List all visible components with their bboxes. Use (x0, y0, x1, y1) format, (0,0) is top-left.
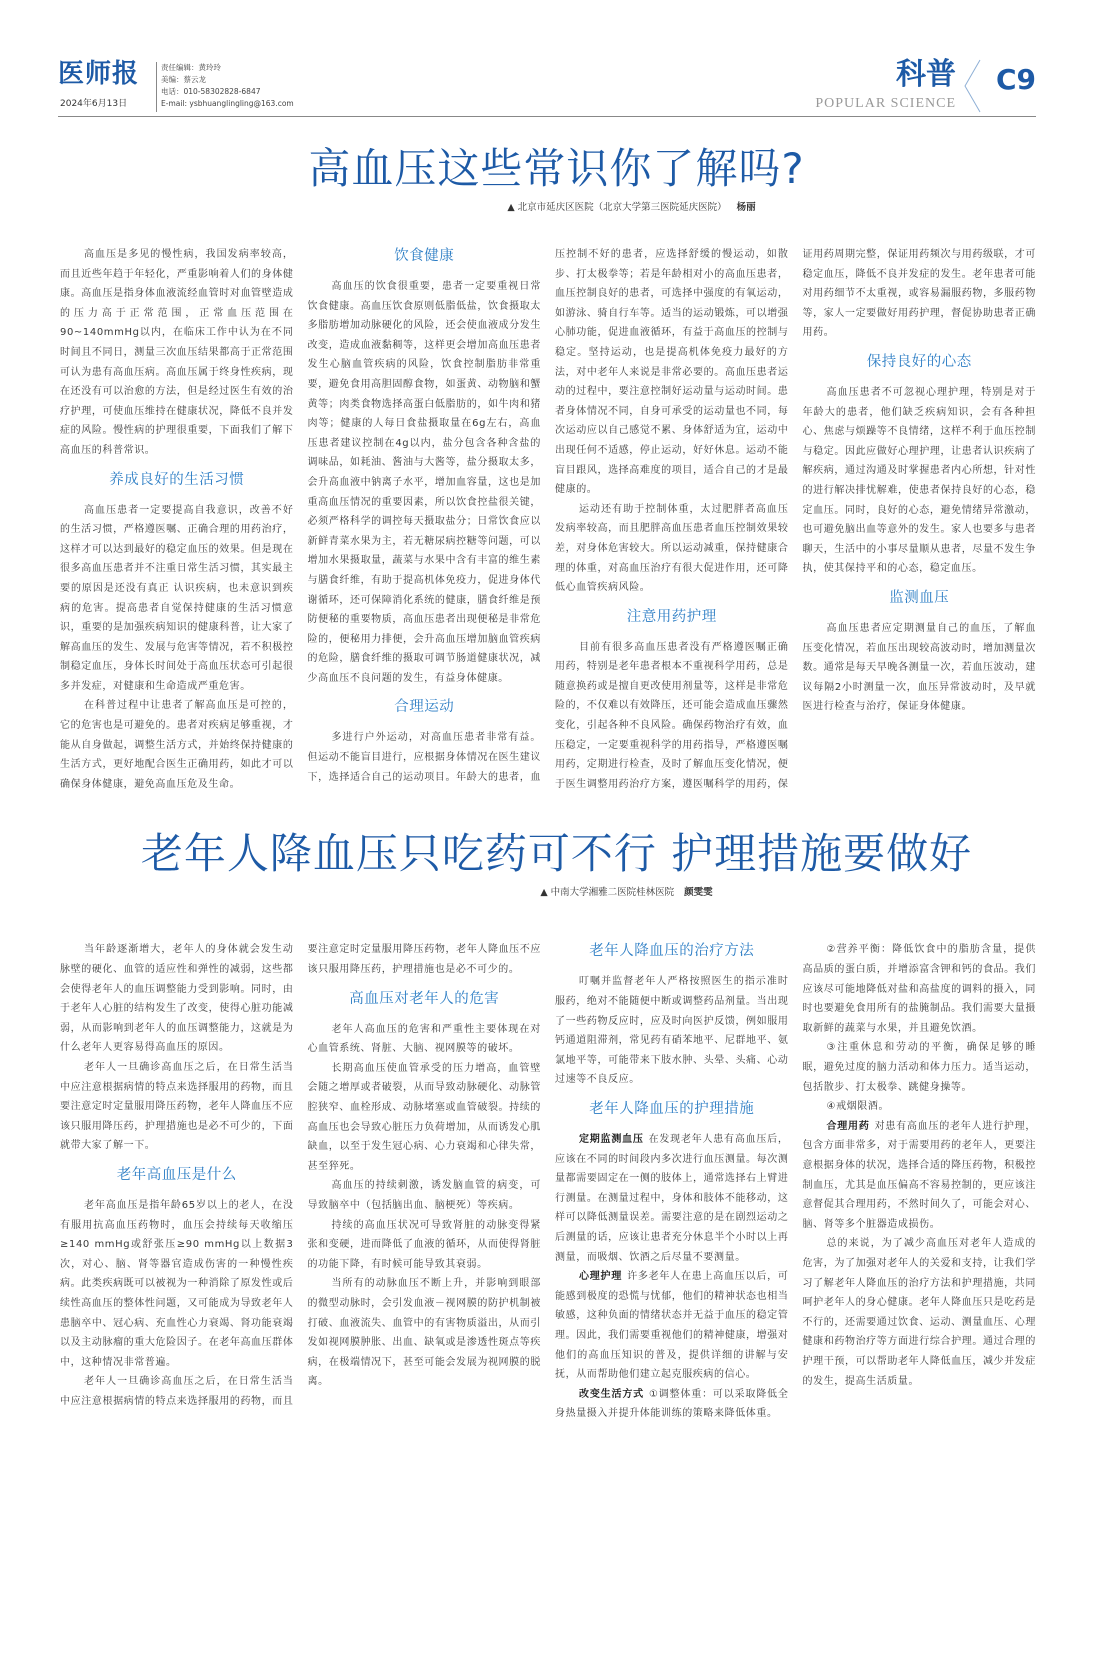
paragraph-text: 对患有高血压的老年人进行护理，包含方面非常多，对于需要用药的老年人，更要注意根据身体的状况，选择合适的降压药物，积极控制血压，尤其是血压偏高不容易控制的，更应该注意督促其合理用药，不然时间久了，可能会对心、脑、肾等多个脏器造成损伤。 (802, 1120, 1036, 1230)
paragraph: 高血压患者应定期测量自己的血压，了解血压变化情况，若血压出现较高波动时，增加测量次数。通常是每天早晚各测量一次，若血压波动，建议每隔2小时测量一次，血压异常波动时，及早就医进行检查与治疗，保证身体健康。 (802, 622, 1036, 713)
paragraph: 老年高血压是指年龄65岁以上的老人，在没有服用抗高血压药物时，血压会持续每天收缩压≥140 mmHg或舒张压≥90 mmHg以上数据3次，对心、脑、肾等器官造成伤害的一种慢性疾病。此类疾病既可以被视为一种消除了原发性或后续性高血压的整体性问题，又可能成为导致老年人患脑卒中、冠心病、充血性心力衰竭、肾功能衰竭以及主动脉瘤的重大危险因子。在老年高血压群体中，这种情况非常普遍。 (60, 1199, 294, 1368)
paragraph (803, 1117, 1037, 1235)
section-heading: 饮食健康 (394, 248, 455, 264)
paragraph-text: ①调整体重：可以采取降低全身热量摄入并提升体能训练的策略来降低体重。 (555, 1388, 789, 1420)
paragraph: 多进行户外运动，对高血压患者非常有益。但运动不能盲目进行，应根据身体情况在医生建议下，选择适合自己的运动项目。年龄大的患者，血压控制不好的患者，应选择舒缓的慢运动，如散步、打太极拳等；若是年龄相对小的高血压患者，血压控制良好的患者，可选择中强度的有氧运动，如游泳、骑自行车等。适当的运动锻炼，可以增强心肺功能，促进血液循环，有益于高血压的控制与稳定。坚持运动，也是提高机体免疫力最好的方法，对中老年人来说是非常必要的。高血压患者运动的过程中，要注意控制好运动量与运动时间。患者身体情况不同，自身可承受的运动量也不同，每次运动应以自己感觉不累、身体舒适为宜，运动中出现任何不适感，停止运动，好好休息。运动不能盲目跟风，选择高难度的项目，适合自己的才是最健康的。 (307, 249, 789, 783)
paragraph-lead: 定期监测血压 (579, 1134, 644, 1145)
paragraph: 长期高血压使血管承受的压力增高，血管壁会随之增厚或者破裂，从而导致动脉硬化、动脉管腔狭窄、血栓形成、动脉堵塞或血管破裂。持续的高血压也会导致心脏压力负荷增加，从而诱发心肌缺血，以至于发生冠心病、心力衰竭和心律失常，甚至猝死。 (307, 1062, 541, 1172)
paragraph: 当年龄逐渐增大，老年人的身体就会发生动脉壁的硬化、血管的适应性和弹性的减弱，这些都会使得老年人的血压调整能力受到影响。同时，由于老年人心脏的结构发生了改变，使得心脏功能减弱，从而影响到老年人的血压调整能力，这就是为什么老年人更容易得高血压的原因。 (60, 944, 294, 1054)
paragraph: 高血压患者一定要提高自我意识，改善不好的生活习惯，严格遵医嘱、正确合理的用药治疗，这样才可以达到最好的稳定血压的效果。但是现在很多高血压患者并不注重日常生活习惯，其实最主要的原因是还没有真正 认识疾病，也未意识到疾病的危害。提高患者自觉保持健康的生活习惯意识，重要的是加强疾病知识的健康科普，让大家了解高血压的发生、发展与危害等情况，若不积极控制稳定血压，身体长时间处于高血压状态可引起很多并发症，对健康和生命造成严重危害。 (60, 504, 294, 692)
editorial-info (161, 62, 294, 110)
article1-title: 高血压这些常识你了解吗? (308, 144, 805, 193)
paragraph-lead: 合理用药 (826, 1120, 870, 1132)
page-number: C9 (995, 63, 1036, 96)
editor: 责任编辑：黄玲玲 (161, 63, 221, 72)
author: 杨丽 (736, 202, 756, 213)
divider (156, 62, 157, 112)
phone: 电话：010-58302828-6847 (161, 87, 261, 96)
section-heading: 监测血压 (889, 589, 950, 606)
paragraph: 当所有的动脉血压不断上升，并影响到眼部的微型动脉时，会引发血液－视网膜的防护机制被打破、血液流失、血管中的有害物质溢出，从而引发如视网膜肿胀、出血、缺氧或是渗透性斑点等疾病，在极端情况下，甚至可能会发展为视网膜的脱离。 (307, 1278, 541, 1388)
article2-body (60, 940, 1036, 1463)
masthead (58, 58, 1036, 117)
author: 颜雯雯 (684, 887, 713, 899)
affiliation: ▲ 北京市延庆区医院（北京大学第三医院延庆医院） (507, 202, 727, 213)
paragraph: 叮嘱并监督老年人严格按照医生的指示准时服药，绝对不能随便中断或调整药品剂量。当出现了一些药物反应时，应及时向医护反馈，例如服用钙通道阻滞剂，常见药有硝苯地平、尼群地平、氨氯地平等，可能带来下肢水肿、头晕、头痛、心动过速等不良反应。 (555, 976, 789, 1086)
paragraph-text: 在发现老年人患有高血压后，应该在不同的时间段内多次进行血压测量。每次测量都需要固定在一侧的肢体上，通常选择右上臂进行测量。在测量过程中，身体和肢体不能移动，这样可以降低测量误差。需要注意的是在剧烈运动之后测量的话，应该让患者充分休息半个小时以上再测量，而吸烟、饮酒之后尽量不要测量。 (555, 1134, 789, 1263)
article1-byline (0, 201, 1113, 215)
section-heading: 老年人降血压的护理措施 (589, 1101, 755, 1117)
newspaper-logo: 医师报 (58, 59, 140, 89)
paragraph-lead: 心理护理 (579, 1271, 623, 1283)
paragraph: 老年人一旦确诊高血压之后，在日常生活当中应注意根据病情的特点来选择服用的药物，而且要注意定时定量服用降压药物，老年人降血压不应该只服用降压药，护理措施也是必不可少的，下面就带大家了解一下。 (60, 1062, 294, 1152)
designer: 美编：蔡云龙 (161, 75, 206, 84)
paragraph: 老年人一旦确诊高血压之后，在日常生活当中应注意根据病情的特点来选择服用的药物，而且要注意定时定量服用降压药物，老年人降血压不应该只服用降压药，护理措施也是必不可少的。 (60, 944, 541, 1407)
issue-date: 2024年6月13日 (60, 99, 128, 109)
paragraph: 目前有很多高血压患者没有严格遵医嘱正确用药，特别是老年患者根本不重视科学用药，总是随意换药或是擅自更改使用剂量等，这样是非常危险的，不仅难以有效降压，还可能会造成血压骤然变化，引起各种不良风险。确保药物治疗有效，血压稳定，一定要重视科学的用药指导，严格遵医嘱用药，定期进行检查，及时了解血压变化情况，便于医生调整用药治疗方案，遵医嘱科学的用药，保证用药周期完整，保证用药频次与用药级联，才可稳定血压，降低不良并发症的发生。老年患者可能对用药细节不太重视，或容易漏服药物，多服药物等，家人一定要做好用药护理，督促协助患者正确用药。 (555, 249, 1036, 790)
section-heading: 老年人降血压的治疗方法 (589, 943, 755, 960)
paragraph: 高血压患者不可忽视心理护理，特别是对于年龄大的患者，他们缺乏疾病知识，会有各种担心、焦虑与烦躁等不良情绪，这样不利于血压控制与稳定。因此应做好心理护理，让患者认识疾病了解疾病，通过沟通及时掌握患者内心所想，针对性的进行解决排忧解难，使患者保持良好的心态，稳定血压。同时，良好的心态，避免情绪异常激动，也可避免脑出血等意外的发生。家人也要多与患者聊天，生活中的小事尽量顺从患者，尽量不发生争执，使其保持平和的心态，稳定血压。 (802, 386, 1036, 575)
paragraph (555, 1385, 789, 1424)
paragraph-lead: 改变生活方式 (579, 1388, 644, 1400)
paragraph (555, 1267, 789, 1385)
chevron-left-icon (962, 58, 982, 114)
paragraph: 高血压是多见的慢性病，我国发病率较高，而且近些年趋于年轻化，严重影响着人们的身体健康。高血压是指身体血液流经血管时对血管壁造成的压力高于正常范围，正常血压范围在90~140mmHg以内，在临床工作中认为在不同时间且不同日，测量三次血压结果都高于正常范围可认为患有高血压病。高血压属于终身性疾病，现在还没有可以治愈的方法，但是经过医生有效的治疗护理，可使血压维持在健康状况，降低不良并发症的风险。慢性病的护理很重要，下面我们了解下高血压的科普常识。 (60, 249, 294, 456)
email: E-mail: ysbhuanglingling@163.com (161, 99, 294, 108)
article2-title: 老年人降血压只吃药可不行 护理措施要做好 (140, 829, 973, 879)
article2-byline (0, 886, 1113, 900)
paragraph: ③注重休息和劳动的平衡，确保足够的睡眠，避免过度的脑力活动和体力压力。适当运动，包括散步、打太极拳、跳健身操等。 (802, 1042, 1036, 1093)
paragraph: 总的来说，为了减少高血压对老年人造成的危害，为了加强对老年人的关爱和支持，让我们学习了解老年人降血压的治疗方法和护理措施，共同呵护老年人的身心健康。老年人降血压只是吃药是不行的，还需要通过饮食、运动、测量血压、心理健康和药物治疗等方面进行综合护理。通过合理的护理干预，可以帮助老年人降低血压，减少并发症的发生，提高生活质量。 (802, 1238, 1036, 1387)
affiliation: ▲ 中南大学湘雅二医院桂林医院 (540, 887, 675, 899)
section-heading: 高血压对老年人的危害 (349, 990, 500, 1007)
paragraph: 老年人高血压的危害和严重性主要体现在对心血管系统、肾脏、大脑、视网膜等的破坏。 (307, 1023, 541, 1055)
paragraph: 高血压的持续刺激，诱发脑血管的病变，可导致脑卒中（包括脑出血、脑梗死）等疾病。 (307, 1180, 541, 1211)
section-heading: 保持良好的心态 (866, 353, 972, 370)
section-name-en: POPULAR SCIENCE (815, 96, 956, 111)
article1-body (60, 245, 1036, 794)
section-heading: 注意用药护理 (626, 608, 717, 625)
section-heading: 养成良好的生活习惯 (109, 471, 245, 488)
section-heading: 老年高血压是什么 (116, 1166, 237, 1183)
paragraph (555, 1130, 789, 1267)
paragraph: 在科普过程中让患者了解高血压是可控的，它的危害也是可避免的。患者对疾病足够重视，才能从自身做起，调整生活方式，并始终保持健康的生活方式，更好地配合医生正确用药，如此才可以确保身体健康，避免高血压危及生命。 (60, 700, 294, 790)
paragraph: 高血压的饮食很重要，患者一定要重视日常饮食健康。高血压饮食原则低脂低盐，饮食摄取太多脂肪增加动脉硬化的风险，还会使血液成分发生改变，造成血液黏稠等，这样更会增加高血压患者发生心脑血管疾病的风险，饮食控制脂肪非常重要，避免食用高胆固醇食物，如蛋黄、动物脑和蟹黄等；肉类食物选择高蛋白低脂肪的，如牛肉和猪肉等；健康的人每日食盐摄取量在6g左右，高血压患者建议控制在4g以内，盐分包含各种含盐的调味品，如耗油、酱油与大酱等，盐分摄取太多，会升高血液中钠离子水平，增加血容量，这也是加重高血压情况的重要因素，所以饮食控盐很关键，必须严格科学的调控每天摄取盐分；日常饮食应以新鲜青菜水果为主，若无糖尿病控糖等问题，可以增加水果摄取量，蔬菜与水果中含有丰富的维生素与膳食纤维，有助于提高机体免疫力，促进身体代谢循环，还可保障消化系统的健康，膳食纤维是预防便秘的重要物质，高血压患者出现便秘是非常危险的，便秘用力排便，会升高血压增加脑血管疾病的危险，膳食纤维的摄取可调节肠道健康状况，减少高血压不良问题的发生，有益身体健康。 (307, 281, 541, 684)
paragraph: 运动还有助于控制体重，太过肥胖者高血压发病率较高，而且肥胖高血压患者血压控制效果较差，对身体危害较大。所以运动减重，保持健康合理的体重，对高血压治疗有很大促进作用，还可降低心血管疾病风险。 (555, 503, 789, 594)
paragraph-text: 许多老年人在患上高血压以后，可能感到极度的恐慌与忧郁，他们的精神状态也相当敏感，这种负面的情绪状态并无益于血压的稳定管理。因此，我们需要重视他们的精神健康，增强对他们的高血压知识的普及，提供详细的讲解与安抚，从而帮助他们建立起克服疾病的信心。 (555, 1271, 789, 1381)
paragraph: 持续的高血压状况可导致肾脏的动脉变得紧张和变硬，进而降低了血液的循环，从而使得肾脏的功能下降，有时候可能导致其衰弱。 (307, 1219, 541, 1270)
section-heading: 合理运动 (394, 699, 455, 716)
section-name: 科普 (896, 57, 956, 92)
paragraph: ④戒烟限酒。 (826, 1101, 890, 1113)
paragraph: ②营养平衡：降低饮食中的脂肪含量，提供高品质的蛋白质，并增添富含钾和钙的食品。我们应该尽可能地降低对盐和高盐度的调料的摄入，同时也要避免食用所有的盐腌制品。我们需要大量摄取新鲜的蔬菜与水果，并且避免饮酒。 (802, 944, 1036, 1034)
